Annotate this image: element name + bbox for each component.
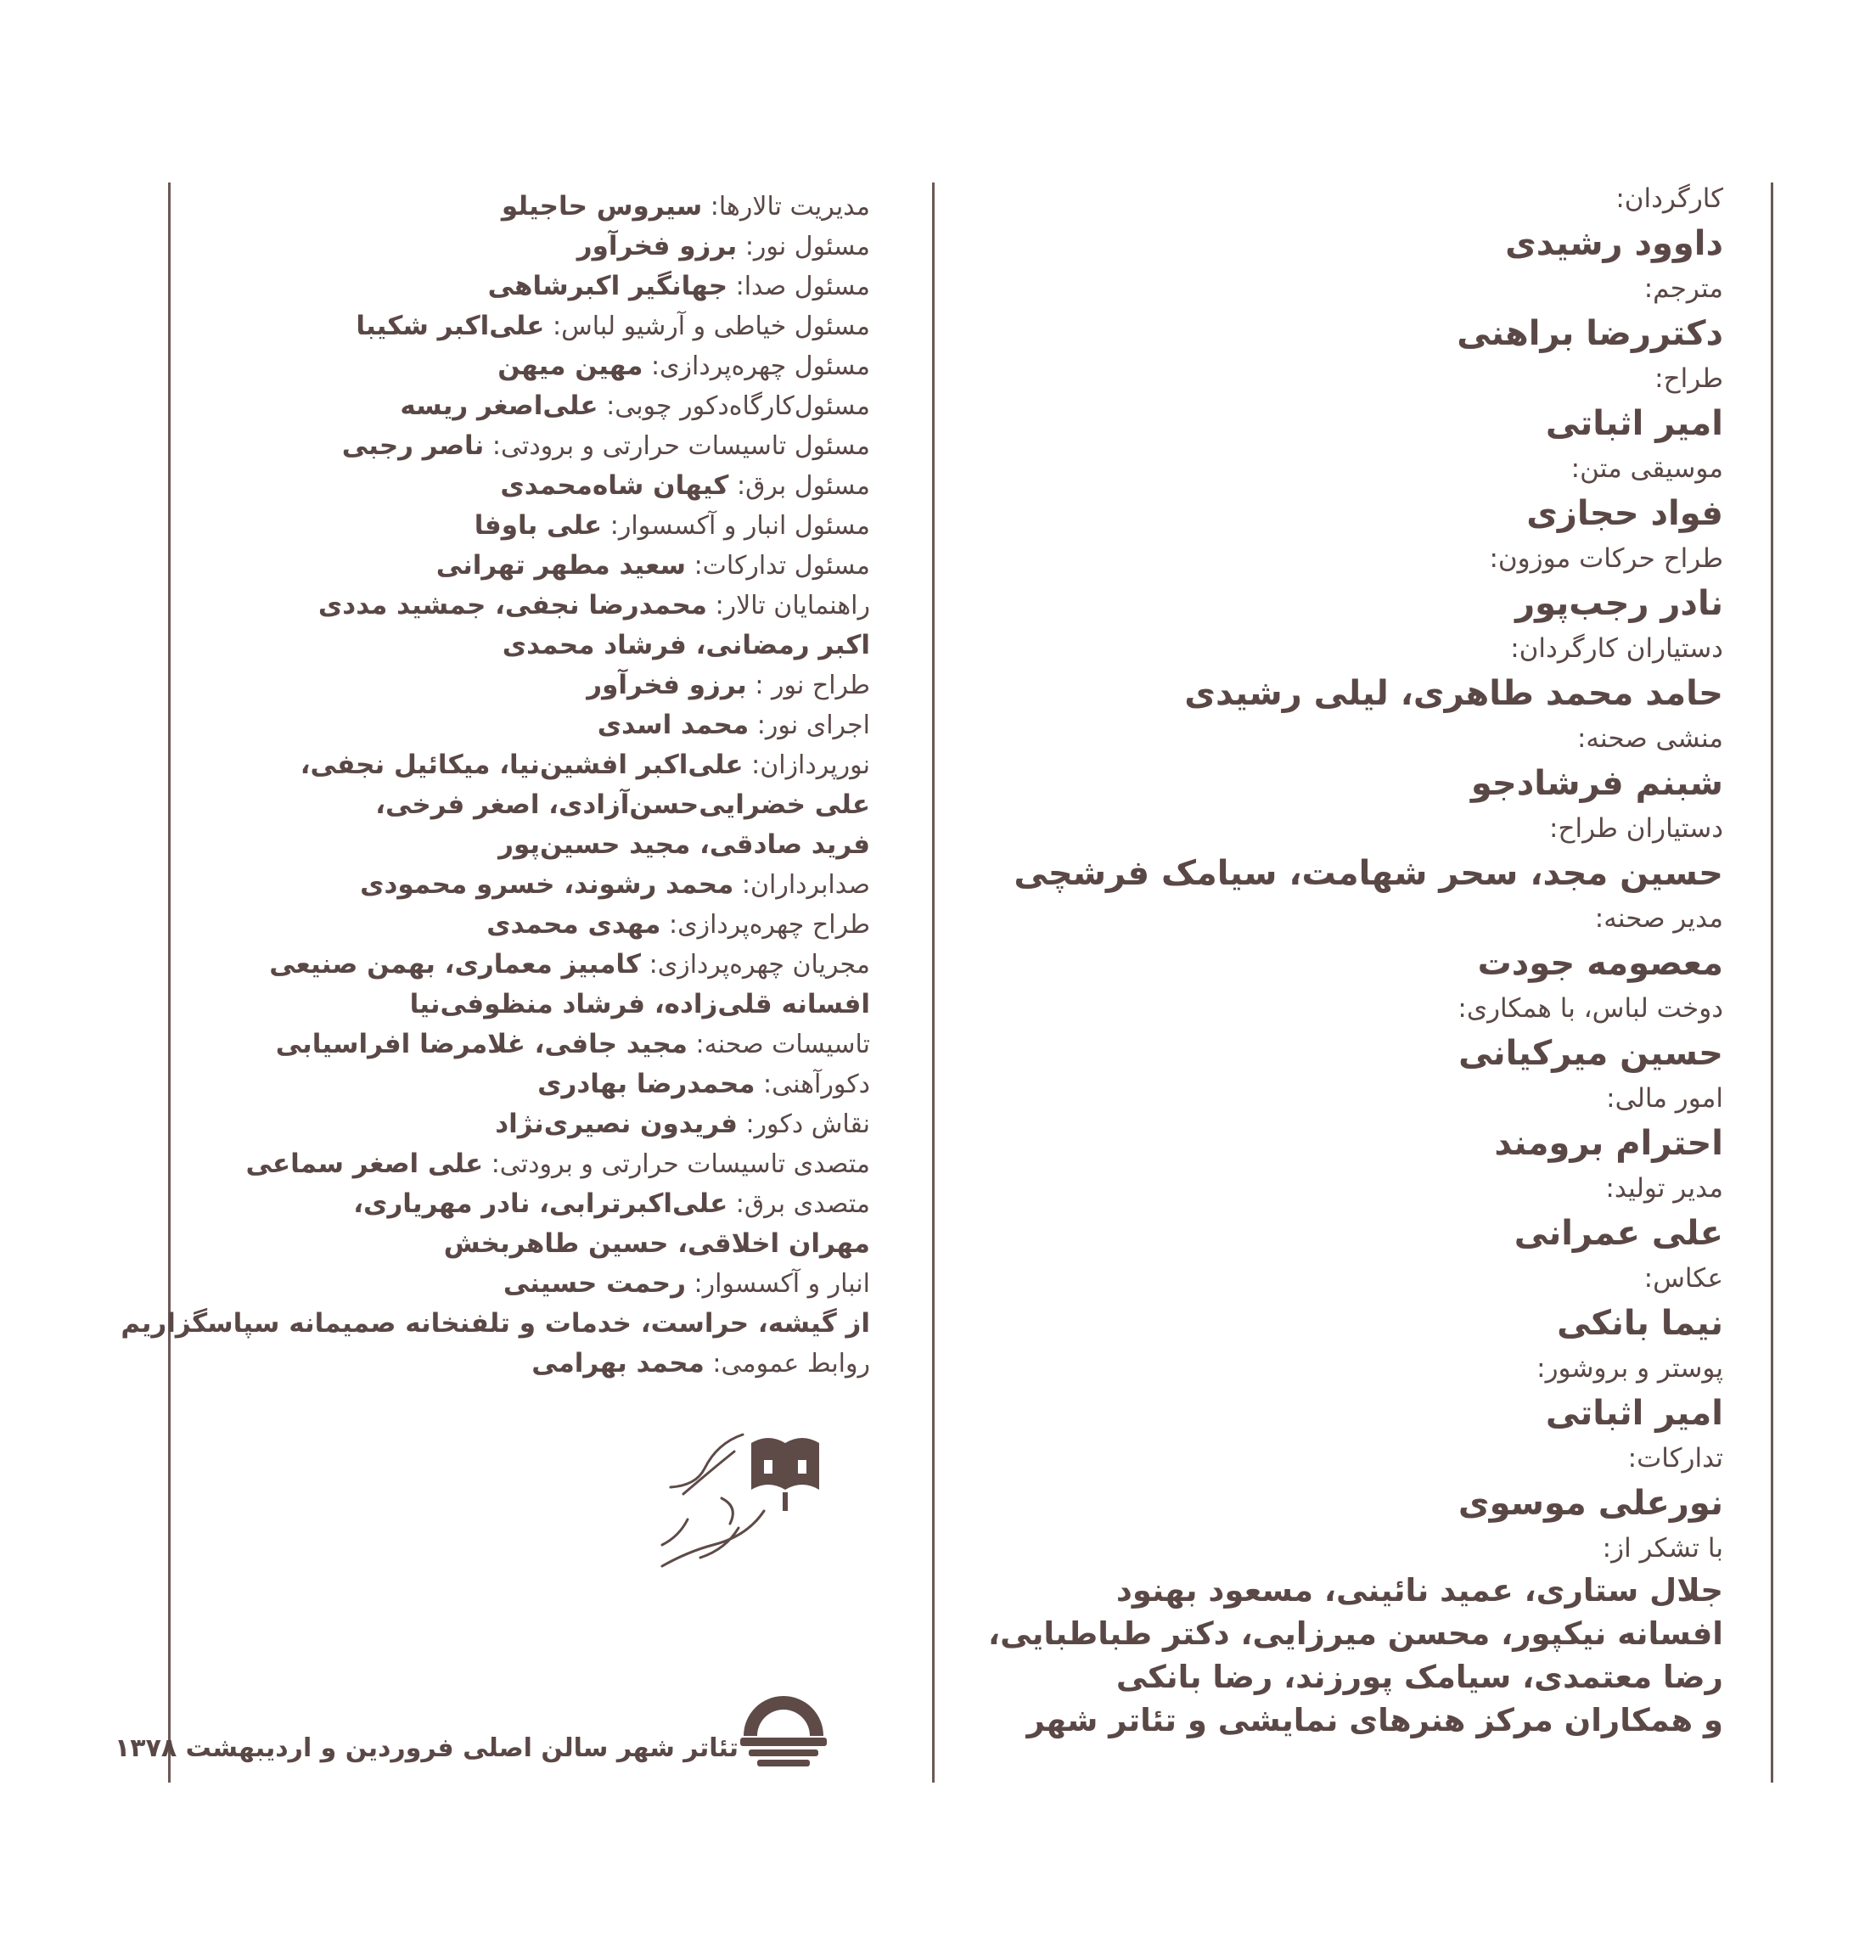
staff-credit-label: نقاش دکور: — [745, 1109, 870, 1139]
staff-credit-value: رحمت حسینی — [503, 1268, 686, 1299]
staff-credit-value: مهین میهن — [497, 351, 643, 381]
staff-credit-row — [166, 466, 870, 506]
credit-name: شبنم فرشادجو — [1470, 764, 1723, 803]
credit-name: احترام برومند — [1494, 1124, 1723, 1163]
staff-credit-value: علی‌اکبرترابی، نادر مهریاری، — [353, 1188, 728, 1219]
staff-credit-row — [166, 865, 870, 905]
staff-credit-row — [166, 705, 870, 745]
staff-credit-label: مسئول چهره‌پردازی: — [650, 351, 870, 381]
credit-name: نیما بانکی — [1557, 1304, 1723, 1343]
staff-credit-label: مسئول صدا: — [735, 272, 870, 301]
credit-role: تدارکات: — [1627, 1443, 1723, 1474]
staff-credit-value: علی‌اصغر ریسه — [400, 390, 598, 421]
credit-role: طراح حرکات موزون: — [1489, 543, 1723, 574]
thanks-line: افسانه نیکپور، محسن میرزایی، دکتر طباطبایی، — [988, 1615, 1723, 1652]
credit-role: پوستر و بروشور: — [1536, 1353, 1723, 1384]
credit-role: دستیاران کارگردان: — [1510, 633, 1723, 664]
credit-role: امور مالی: — [1606, 1083, 1723, 1114]
staff-credit-value: برزو فخرآور — [587, 670, 747, 700]
staff-credit-row — [166, 506, 870, 546]
staff-credit-row — [166, 1344, 870, 1384]
credit-name: حسین مجد، سحر شهامت، سیامک فرشچی — [1014, 854, 1723, 893]
credit-name: فواد حجازی — [1526, 494, 1723, 533]
staff-credit-label: طراح نور : — [755, 671, 870, 700]
credit-role: عکاس: — [1643, 1263, 1723, 1294]
credit-name: امیر اثباتی — [1545, 404, 1723, 443]
staff-credit-value: علی‌اکبر افشین‌نیا، میکائیل نجفی، — [300, 750, 744, 780]
staff-credit-value: فرید صادقی، مجید حسین‌پور — [498, 829, 870, 860]
staff-credit-value: سیروس حاجیلو — [501, 191, 703, 222]
staff-credit-row — [166, 1264, 870, 1304]
credit-name: داوود رشیدی — [1505, 224, 1723, 263]
credit-role: موسیقی متن: — [1570, 453, 1723, 484]
staff-credit-row — [166, 426, 870, 466]
staff-credit-value: ناصر رجبی — [341, 430, 485, 461]
thanks-line: جلال ستاری، عمید نائینی، مسعود بهنود — [1115, 1572, 1723, 1609]
venue-date-footer: تئاتر شهر سالن اصلی فروردین و اردیبهشت ۱۳۷۸ — [114, 1733, 739, 1763]
thanks-line: رضا معتمدی، سیامک پورزند، رضا بانکی — [1115, 1659, 1723, 1695]
staff-credit-value: محمدرضا بهادری — [537, 1069, 755, 1099]
theatre-logo — [737, 1685, 830, 1770]
credit-name: نورعلی موسوی — [1458, 1484, 1723, 1523]
staff-credit-value: علی باوفا — [474, 510, 603, 541]
staff-credit-row — [166, 1025, 870, 1064]
staff-credit-row — [166, 306, 870, 346]
staff-credit-row — [166, 626, 870, 666]
credit-name: نادر رجب‌پور — [1515, 584, 1723, 623]
staff-credit-value: علی‌اکبر شکیبا — [356, 311, 545, 341]
staff-credit-value: علی اصغر سماعی — [245, 1148, 484, 1179]
staff-credit-label: مسئول خیاطی و آرشیو لباس: — [552, 312, 870, 341]
staff-credit-label: تاسیسات صحنه: — [695, 1030, 870, 1059]
book-emblem-icon — [637, 1418, 840, 1587]
credit-name: علی عمرانی — [1514, 1214, 1723, 1253]
staff-credit-row — [166, 267, 870, 306]
staff-credit-label: راهنمایان تالار: — [715, 591, 870, 621]
staff-credit-row — [166, 1064, 870, 1104]
credit-role: دوخت لباس، با همکاری: — [1458, 993, 1723, 1024]
staff-credit-label: انبار و آکسسوار: — [694, 1269, 870, 1299]
credit-role: طراح: — [1654, 363, 1723, 394]
staff-credit-label: مسئول نور: — [744, 232, 870, 261]
staff-credit-label: متصدی تاسیسات حرارتی و برودتی: — [491, 1149, 870, 1179]
staff-credit-value: مهدی محمدی — [486, 909, 661, 940]
center-column-rule — [932, 183, 935, 1783]
staff-credit-value: محمد رشوند، خسرو محمودی — [360, 869, 734, 900]
staff-credit-label: متصدی برق: — [735, 1189, 870, 1219]
staff-credit-row — [166, 187, 870, 227]
staff-credit-value: محمدرضا نجفی، جمشید مددی — [317, 590, 708, 621]
staff-credit-label: مسئول تدارکات: — [694, 551, 870, 581]
credit-role: مدیر تولید: — [1605, 1173, 1723, 1204]
staff-credit-label: مجریان چهره‌پردازی: — [649, 950, 870, 980]
right-column-rule — [1771, 183, 1773, 1783]
staff-credit-value: محمد اسدی — [597, 710, 750, 740]
credit-name: حسین میرکیانی — [1458, 1034, 1723, 1073]
staff-credit-row — [166, 785, 870, 825]
staff-credit-value: محمد بهرامی — [531, 1348, 705, 1379]
staff-credit-label: اجرای نور: — [756, 710, 870, 740]
staff-credit-label: روابط عمومی: — [712, 1349, 870, 1379]
staff-credit-row — [166, 346, 870, 386]
staff-credit-row — [166, 586, 870, 626]
staff-credit-row — [166, 985, 870, 1025]
staff-credit-label: صدابرداران: — [741, 870, 870, 900]
staff-credit-value: مجید جافی، غلامرضا افراسیابی — [275, 1029, 688, 1059]
staff-credit-row — [166, 386, 870, 426]
credit-role: مدیر صحنه: — [1594, 903, 1723, 934]
staff-credit-value: کامبیز معماری، بهمن صنیعی — [269, 949, 642, 980]
credit-role: مترجم: — [1643, 273, 1723, 304]
credit-role: دستیاران طراح: — [1549, 813, 1723, 844]
staff-credit-label: نورپردازان: — [751, 750, 870, 780]
staff-credit-value: مهران اخلاقی، حسین طاهربخش — [443, 1228, 870, 1259]
staff-credit-row — [166, 1184, 870, 1224]
staff-credit-value: اکبر رمضانی، فرشاد محمدی — [502, 630, 870, 660]
staff-credit-row — [166, 745, 870, 785]
staff-credit-row — [166, 825, 870, 865]
staff-credit-value: از گیشه، حراست، خدمات و تلفنخانه صمیمانه سپاسگزاریم — [121, 1308, 870, 1339]
main-credits-column — [959, 178, 1723, 1742]
staff-credit-row — [121, 1304, 870, 1344]
staff-credit-row — [166, 546, 870, 586]
staff-credit-row — [166, 1224, 870, 1264]
staff-credit-label: مدیریت تالارها: — [710, 192, 870, 222]
city-theatre-logo-icon — [737, 1685, 830, 1770]
ministry-logo — [637, 1418, 840, 1587]
staff-credit-value: جهانگیر اکبرشاهی — [487, 271, 728, 301]
staff-credit-row — [166, 666, 870, 705]
staff-credit-label: طراح چهره‌پردازی: — [669, 910, 870, 940]
staff-credit-value: علی خضرایی‌حسن‌آزادی، اصغر فرخی، — [375, 789, 870, 820]
staff-credit-row — [166, 905, 870, 945]
staff-credit-label: مسئول‌کارگاه‌دکور چوبی: — [606, 391, 870, 421]
credit-name: دکتررضا براهنی — [1457, 314, 1723, 353]
staff-credit-value: سعید مطهر تهرانی — [435, 550, 687, 581]
credit-role: کارگردان: — [1615, 183, 1723, 214]
staff-credit-row — [166, 227, 870, 267]
credit-name: امیر اثباتی — [1545, 1394, 1723, 1433]
staff-credit-label: دکورآهنی: — [763, 1070, 870, 1099]
staff-credit-label: مسئول انبار و آکسسوار: — [609, 511, 870, 541]
staff-credit-row — [166, 1104, 870, 1144]
staff-credit-value: برزو فخرآور — [576, 231, 738, 261]
staff-credit-row — [166, 945, 870, 985]
staff-credits-column — [121, 187, 870, 1384]
staff-credit-row — [166, 1144, 870, 1184]
credit-name: حامد محمد طاهری، لیلی رشیدی — [1184, 674, 1723, 713]
credit-name: معصومه جودت — [1477, 944, 1723, 983]
staff-credit-label: مسئول تاسیسات حرارتی و برودتی: — [491, 431, 870, 461]
staff-credit-value: فریدون نصیری‌نژاد — [495, 1109, 738, 1139]
staff-credit-label: مسئول برق: — [736, 471, 870, 501]
staff-credit-value: کیهان شاه‌محمدی — [500, 470, 729, 501]
staff-credit-value: افسانه قلی‌زاده، فرشاد منظوفی‌نیا — [409, 989, 870, 1019]
credit-role: منشی صحنه: — [1576, 723, 1723, 754]
thanks-label: با تشکر از: — [1602, 1533, 1723, 1564]
thanks-line: و همکاران مرکز هنرهای نمایشی و تئاتر شهر — [1026, 1702, 1723, 1738]
